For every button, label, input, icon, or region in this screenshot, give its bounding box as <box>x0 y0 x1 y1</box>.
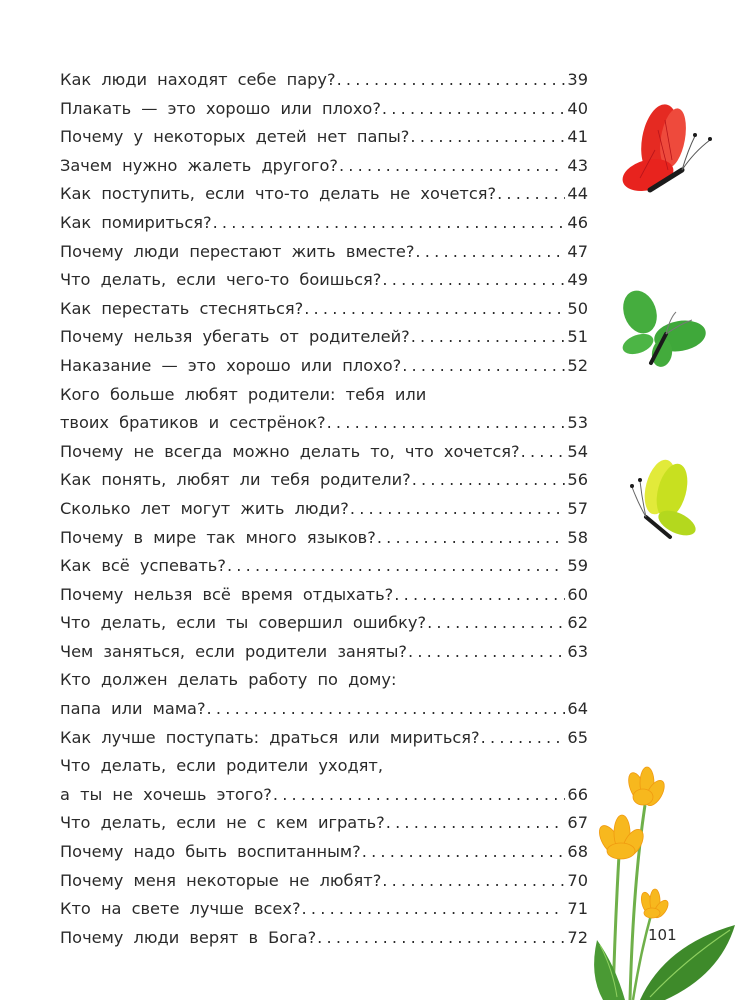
toc-entry-page: 41 <box>567 127 588 147</box>
dot-leader <box>386 809 566 838</box>
toc-entry-page: 43 <box>567 155 588 175</box>
yellow-butterfly-icon <box>622 455 702 545</box>
toc-entry-title: папа или мама? <box>60 699 206 719</box>
toc-entry-title: а ты не хочешь этого? <box>60 784 272 804</box>
dot-leader <box>227 552 565 581</box>
toc-entry-page: 54 <box>567 441 588 461</box>
page-number: 101 <box>648 926 677 944</box>
toc-entry-page: 68 <box>567 842 588 862</box>
toc-entry-title: Почему в мире так много языков? <box>60 527 376 547</box>
toc-entry[interactable] <box>60 524 588 553</box>
dot-leader <box>377 524 566 553</box>
toc-entry[interactable] <box>60 123 588 152</box>
toc-entry-title-line1: Кто должен делать работу по дому: <box>60 670 397 690</box>
toc-entry-title: Как всё успевать? <box>60 556 226 576</box>
toc-entry-title: Почему надо быть воспитанным? <box>60 842 361 862</box>
toc-entry[interactable] <box>60 238 588 267</box>
toc-entry-page: 62 <box>567 613 588 633</box>
toc-entry-page: 44 <box>567 184 588 204</box>
toc-entry-page: 46 <box>567 212 588 232</box>
toc-entry[interactable] <box>60 552 588 581</box>
table-of-contents <box>60 66 588 952</box>
toc-entry-page: 65 <box>567 727 588 747</box>
toc-entry[interactable] <box>60 581 588 610</box>
toc-entry[interactable] <box>60 66 588 95</box>
toc-entry-page: 49 <box>567 270 588 290</box>
dot-leader <box>213 209 566 238</box>
toc-entry-title: Почему нельзя всё время отдыхать? <box>60 584 394 604</box>
toc-entry[interactable] <box>60 180 588 209</box>
toc-entry-title: Почему нельзя убегать от родителей? <box>60 327 410 347</box>
dot-leader <box>415 238 565 267</box>
toc-entry[interactable] <box>60 438 588 467</box>
toc-entry[interactable] <box>60 609 588 638</box>
toc-entry-title: Как люди находят себе пару? <box>60 70 336 89</box>
toc-entry[interactable] <box>60 924 588 953</box>
yellow-flowers-icon <box>585 765 755 1000</box>
toc-entry-page: 59 <box>567 556 588 576</box>
toc-entry[interactable] <box>60 381 588 438</box>
dot-leader <box>412 466 566 495</box>
toc-entry[interactable] <box>60 152 588 181</box>
toc-entry[interactable] <box>60 352 588 381</box>
dot-leader <box>362 838 566 867</box>
toc-entry[interactable] <box>60 295 588 324</box>
toc-entry-page: 51 <box>567 327 588 347</box>
toc-entry[interactable] <box>60 838 588 867</box>
dot-leader <box>497 180 565 209</box>
toc-entry-page: 40 <box>567 98 588 118</box>
toc-entry-title: Почему меня некоторые не любят? <box>60 870 382 890</box>
dot-leader <box>408 638 565 667</box>
toc-entry[interactable] <box>60 724 588 753</box>
toc-entry-title: Как поступить, если что-то делать не хочется? <box>60 184 497 204</box>
toc-entry-title: Плакать — это хорошо или плохо? <box>60 98 381 118</box>
toc-entry-page: 71 <box>567 899 588 919</box>
toc-entry[interactable] <box>60 867 588 896</box>
toc-entry-title: Почему люди перестают жить вместе? <box>60 241 415 261</box>
toc-entry-page: 64 <box>567 699 588 719</box>
dot-leader <box>402 352 565 381</box>
toc-entry-title: Что делать, если не с кем играть? <box>60 813 385 833</box>
toc-entry[interactable] <box>60 752 588 809</box>
toc-entry-title: Как лучше поступать: драться или мириться? <box>60 727 480 747</box>
dot-leader <box>382 95 565 124</box>
dot-leader <box>337 66 566 95</box>
toc-entry[interactable] <box>60 266 588 295</box>
toc-entry-page: 60 <box>567 584 588 604</box>
toc-entry-title: Как перестать стесняться? <box>60 298 304 318</box>
dot-leader <box>207 695 566 724</box>
toc-entry-title: Что делать, если чего-то боишься? <box>60 270 382 290</box>
toc-entry-title: Кто на свете лучше всех? <box>60 899 301 919</box>
toc-entry-page: 63 <box>567 641 588 661</box>
dot-leader <box>273 781 566 810</box>
toc-entry-page: 70 <box>567 870 588 890</box>
toc-entry-title: Почему не всегда можно делать то, что хочется? <box>60 441 520 461</box>
toc-entry-page: 67 <box>567 813 588 833</box>
toc-entry-page: 39 <box>567 70 588 89</box>
dot-leader <box>304 295 565 324</box>
toc-entry-page: 47 <box>567 241 588 261</box>
dot-leader <box>317 924 565 953</box>
dot-leader <box>394 581 565 610</box>
toc-entry-title: Почему люди верят в Бога? <box>60 927 317 947</box>
toc-entry-page: 66 <box>567 784 588 804</box>
toc-entry-title: Что делать, если ты совершил ошибку? <box>60 613 427 633</box>
toc-entry-page: 57 <box>567 498 588 518</box>
toc-entry-page: 58 <box>567 527 588 547</box>
toc-entry-title-line1: Что делать, если родители уходят, <box>60 756 383 776</box>
dot-leader <box>302 895 566 924</box>
dot-leader <box>411 323 566 352</box>
toc-entry[interactable] <box>60 809 588 838</box>
toc-entry[interactable] <box>60 323 588 352</box>
toc-entry-title: Чем заняться, если родители заняты? <box>60 641 407 661</box>
green-butterfly-icon <box>618 288 713 373</box>
toc-entry[interactable] <box>60 95 588 124</box>
red-butterfly-icon <box>610 100 735 200</box>
toc-entry-title: Наказание — это хорошо или плохо? <box>60 355 402 375</box>
toc-entry-page: 53 <box>567 413 588 433</box>
toc-entry[interactable] <box>60 209 588 238</box>
dot-leader <box>481 724 566 753</box>
dot-leader <box>410 123 565 152</box>
dot-leader <box>521 438 566 467</box>
toc-entry-title: Как понять, любят ли тебя родители? <box>60 470 411 490</box>
toc-entry-page: 50 <box>567 298 588 318</box>
toc-entry-title: Как помириться? <box>60 212 212 232</box>
toc-entry-page: 56 <box>567 470 588 490</box>
toc-entry-title: твоих братиков и сестрёнок? <box>60 413 326 433</box>
dot-leader <box>382 266 565 295</box>
toc-entry[interactable] <box>60 666 588 723</box>
toc-entry[interactable] <box>60 638 588 667</box>
toc-entry-title: Сколько лет могут жить люди? <box>60 498 349 518</box>
toc-entry-page: 72 <box>567 927 588 947</box>
toc-entry[interactable] <box>60 495 588 524</box>
toc-entry-title: Зачем нужно жалеть другого? <box>60 155 338 175</box>
dot-leader <box>427 609 565 638</box>
toc-entry-page: 52 <box>567 355 588 375</box>
toc-entry[interactable] <box>60 895 588 924</box>
dot-leader <box>339 152 565 181</box>
toc-entry-title: Почему у некоторых детей нет папы? <box>60 127 410 147</box>
toc-entry-title-line1: Кого больше любят родители: тебя или <box>60 384 427 404</box>
dot-leader <box>327 409 566 438</box>
dot-leader <box>350 495 566 524</box>
dot-leader <box>382 867 565 896</box>
toc-entry[interactable] <box>60 466 588 495</box>
